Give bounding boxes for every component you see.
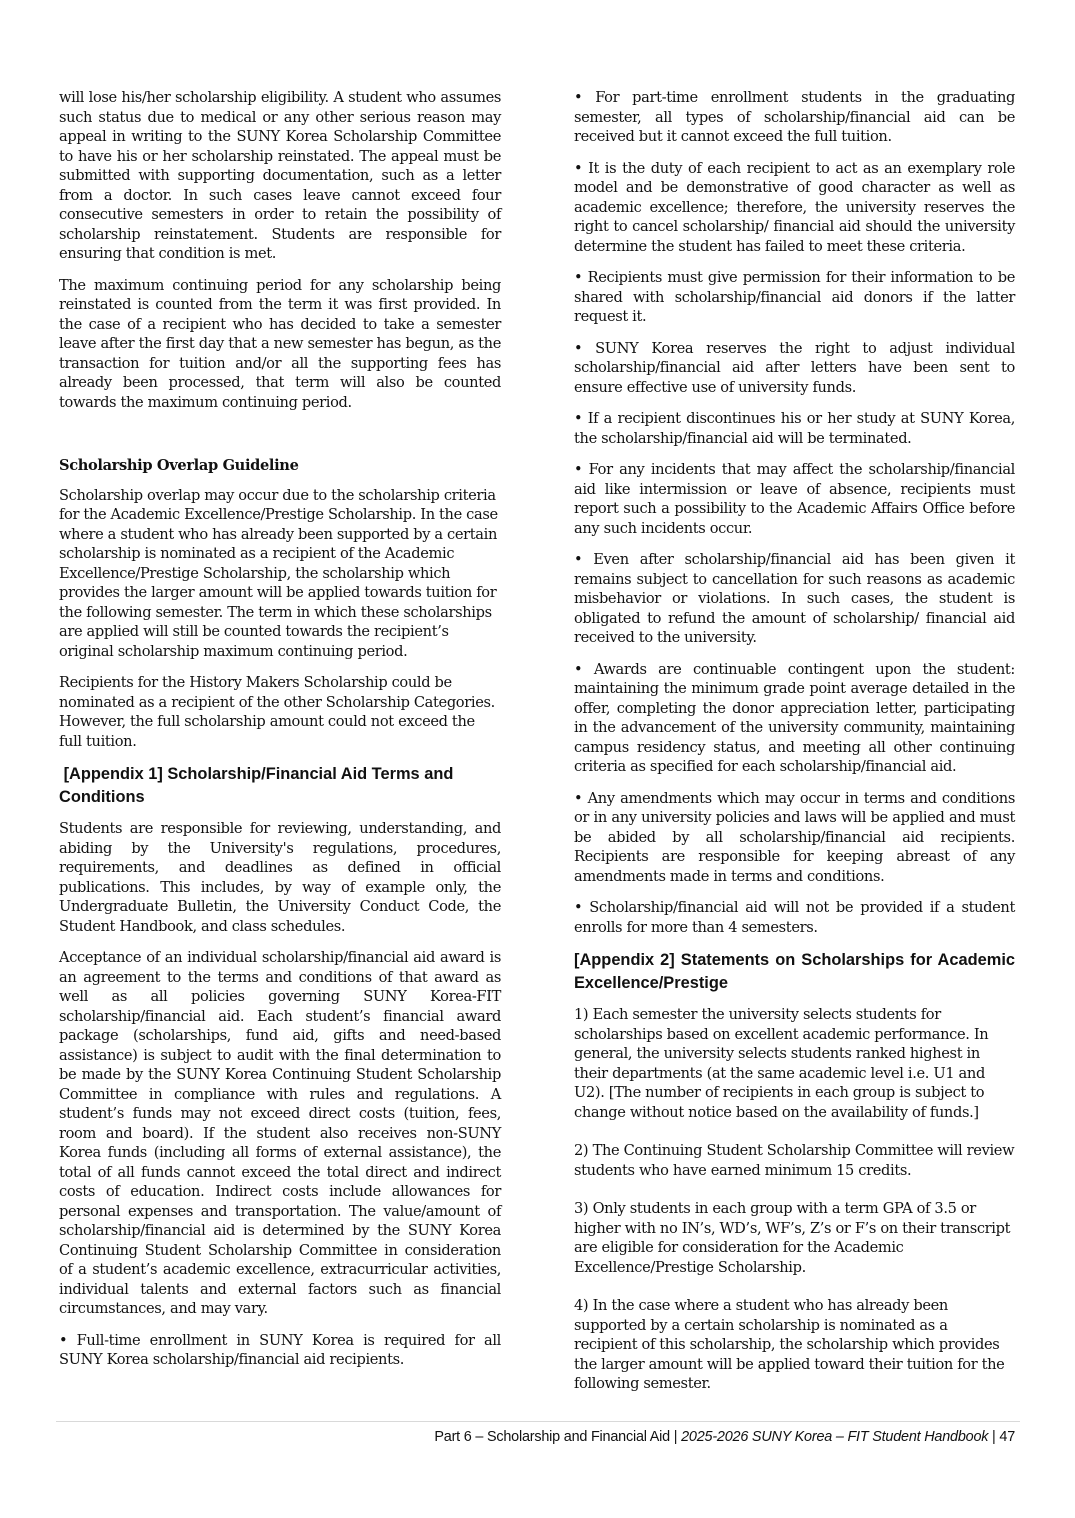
appendix-1-heading: [Appendix 1] Scholarship/Financial Aid Terms and Conditions [59, 765, 458, 806]
bullet-incidents: • For any incidents that may affect the scholarship/financial aid like intermission or leave of absence, recipients must report such a possibility to the Academic Affairs Office before any such incidents occur. [574, 461, 1015, 537]
page-footer [434, 1429, 1015, 1445]
bullet-adjust: • SUNY Korea reserves the right to adjust individual scholarship/financial aid after letters have been sent to ensure effective use of university funds. [574, 339, 1015, 396]
continuing-period-paragraph: The maximum continuing period for any scholarship being reinstated is counted from the term it was first provided. In the case of a recipient who has decided to take a semester leave after the first day that a new semester has begun, as the transaction for tuition and/or all the supporting fees has already been processed, that term will also be counted towards the maximum continuing period. [59, 276, 501, 411]
statement-1: 1) Each semester the university selects students for scholarships based on excellent academic performance. In general, the university selects students ranked highest in their departments (at the same academic level i.e. U1 and U2). [The number of recipients in each group is subject to change without notice based on the availability of funds.] [574, 1006, 989, 1121]
history-makers-paragraph: Recipients for the History Makers Scholarship could be nominated as a recipient of the other Scholarship Categories. However, the full scholarship amount could not exceed the full tuition. [59, 674, 495, 750]
bullet-cancellation: • Even after scholarship/financial aid has been given it remains subject to cancellation for such reasons as academic misbehavior or violations. In such cases, the student is obligated to refund the amount of scholarship/ financial aid received to the university. [574, 551, 1015, 646]
overlap-guideline-heading: Scholarship Overlap Guideline [59, 457, 299, 474]
bullet-discontinue: • If a recipient discontinues his or her study at SUNY Korea, the scholarship/financial aid will be terminated. [574, 410, 1015, 447]
overlap-paragraph: Scholarship overlap may occur due to the scholarship criteria for the Academic Excellence/Prestige Scholarship. In the case where a student who has already been supported by a certain scholarship is nominated as a recipient of the Academic Excellence/Prestige Scholarship, the scholarship which provides the larger amount will be applied towards tuition for the following semester. The term in which these scholarships are applied will still be counted towards the recipient’s original scholarship maximum continuing period. [59, 486, 498, 660]
bullet-continuable: • Awards are continuable contingent upon the student: maintaining the minimum grade point average detailed in the offer, completing the donor appreciation letter, participating in the advancement of the university community, maintaining campus residency status, and meeting all other continuing criteria as specified for each scholarship/financial aid. [574, 660, 1015, 775]
bullet-permission: • Recipients must give permission for their information to be shared with scholarship/financial aid donors if the latter request it. [574, 269, 1015, 325]
responsibility-paragraph: Students are responsible for reviewing, understanding, and abiding by the University's regulations, procedures, requirements, and deadlines as defined in official publications. This includes, by way of example only, the Undergraduate Bulletin, the University Conduct Code, the Student Handbook, and class schedules. [59, 820, 501, 935]
statement-4: 4) In the case where a student who has already been supported by a certain scholarship is nominated as a recipient of this scholarship, the scholarship which provides the larger amount will be applied toward their tuition for the following semester. [574, 1297, 1005, 1392]
footer-section: Part 6 – Scholarship and Financial Aid [434, 1429, 670, 1445]
spacer [59, 424, 501, 456]
footer-separator: | [669, 1429, 682, 1445]
footer-handbook-title: 2025-2026 SUNY Korea – FIT Student Handbook [681, 1429, 989, 1445]
reinstatement-paragraph: will lose his/her scholarship eligibility. A student who assumes such status due to medical or any other serious reason may appeal in writing to the SUNY Korea Scholarship Committee to have his or her scholarship reinstated. The appeal must be submitted with supporting documentation, such as a letter from a doctor. In such cases leave cannot exceed four consecutive semesters in order to retain the possibility of scholarship reinstatement. Students are responsible for ensuring that condition is met. [59, 89, 501, 262]
page-number: 47 [999, 1429, 1015, 1445]
footer-divider [56, 1421, 1020, 1422]
bullet-role-model: • It is the duty of each recipient to act as an exemplary role model and be demonstrative of good character as well as academic excellence; therefore, the university reserves the right to cancel scholarship/ financial aid should the university determine the student has failed to meet these criteria. [574, 159, 1015, 255]
appendix-2-heading: [Appendix 2] Statements on Scholarships for Academic Excellence/Prestige [574, 951, 1015, 992]
bullet-part-time: • For part-time enrollment students in the graduating semester, all types of scholarship/financial aid can be received but it cannot exceed the full tuition. [574, 89, 1015, 145]
bullet-semester-limit: • Scholarship/financial aid will not be provided if a student enrolls for more than 4 semesters. [574, 899, 1015, 936]
statement-2: 2) The Continuing Student Scholarship Committee will review students who have earned minimum 15 credits. [574, 1142, 1015, 1179]
acceptance-paragraph: Acceptance of an individual scholarship/financial aid award is an agreement to the terms and conditions of that award as well as all policies governing SUNY Korea-FIT scholarship/financial aid. Each student’s financial award package (scholarships, fund aid, gifts and need-based assistance) is subject to audit with the final determination to be made by the SUNY Korea Continuing Student Scholarship Committee in compliance with rules and regulations. A student’s funds may not exceed direct costs (tuition, fees, room and board). If the student also receives non-SUNY Korea funds (including all forms of external assistance), the total of all funds cannot exceed the total direct and indirect costs of education. Indirect costs include allowances for personal expenses and transportation. The value/amount of scholarship/financial aid is determined by the SUNY Korea Continuing Student Scholarship Committee in consideration of a student’s academic excellence, extracurricular activities, individual talents and external factors such as financial circumstances, and may vary. [59, 949, 501, 1317]
statement-3: 3) Only students in each group with a term GPA of 3.5 or higher with no IN’s, WD’s, WF’s, Z’s or F’s on their transcript are eligible for consideration for the Academic Excellence/Prestige Scholarship. [574, 1200, 1011, 1276]
right-column [574, 88, 1015, 1413]
left-column [59, 88, 501, 1382]
full-time-bullet: • Full-time enrollment in SUNY Korea is required for all SUNY Korea scholarship/financial aid recipients. [59, 1331, 501, 1368]
bullet-amendments: • Any amendments which may occur in terms and conditions or in any university policies and laws will be applied and must be abided by all scholarship/financial aid recipients. Recipients are responsible for keeping abreast of any amendments made in terms and conditions. [574, 789, 1015, 885]
footer-separator: | [988, 1429, 1000, 1445]
